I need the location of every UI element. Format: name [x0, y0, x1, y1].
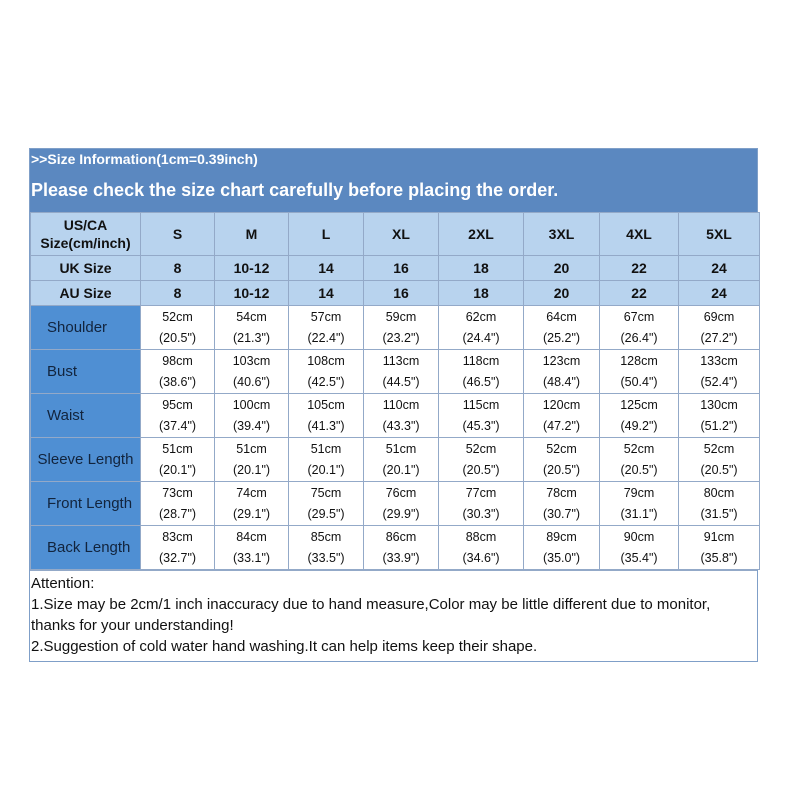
measurement-label: Bust	[31, 350, 141, 394]
measurement-cell	[679, 306, 760, 350]
measurement-row	[31, 482, 760, 526]
attention-heading: Attention:	[31, 575, 95, 592]
cm-value: 77cm	[465, 485, 497, 500]
measurement-cell	[524, 526, 600, 570]
measurement-cell	[439, 438, 524, 482]
cm-value: 89cm	[546, 529, 577, 544]
measurement-cell	[289, 394, 364, 438]
cm-value: 76cm	[385, 485, 417, 500]
cm-value: 86cm	[385, 529, 417, 544]
measurement-cell	[439, 526, 524, 570]
cm-value: 52cm	[162, 309, 193, 324]
measurement-cell	[215, 438, 289, 482]
inch-value: (49.2")	[620, 418, 658, 433]
size-header-cell: L	[289, 213, 364, 256]
measurement-cell	[141, 394, 215, 438]
inch-value: (33.1")	[232, 550, 271, 565]
cm-value: 59cm	[385, 309, 417, 324]
inch-value: (20.1")	[382, 462, 420, 477]
inch-value: (22.4")	[307, 330, 345, 345]
uk-size-cell: 24	[679, 256, 760, 281]
measurement-cell	[289, 482, 364, 526]
inch-value: (34.6")	[462, 550, 500, 565]
us-ca-label: US/CA	[63, 217, 108, 233]
au-size-cell: 20	[524, 281, 600, 306]
inch-value: (43.3")	[382, 418, 420, 433]
uk-size-cell: 10-12	[215, 256, 289, 281]
inch-value: (44.5")	[382, 374, 420, 389]
inch-value: (39.4")	[232, 418, 271, 433]
uk-size-cell: 14	[289, 256, 364, 281]
cm-value: 79cm	[623, 485, 655, 500]
inch-value: (35.4")	[620, 550, 658, 565]
size-header-cell: XL	[364, 213, 439, 256]
measurement-label: Waist	[31, 394, 141, 438]
measurement-cell	[679, 482, 760, 526]
inch-value: (29.1")	[232, 506, 271, 521]
measurement-cell	[524, 394, 600, 438]
size-check-notice: Please check the size chart carefully before placing the order.	[31, 180, 559, 200]
au-size-cell: 22	[600, 281, 679, 306]
measurement-row	[31, 350, 760, 394]
inch-value: (20.5")	[158, 330, 197, 345]
measurement-cell	[524, 306, 600, 350]
measurement-cell	[215, 482, 289, 526]
cm-value: 123cm	[542, 353, 581, 368]
inch-value: (41.3")	[307, 418, 345, 433]
cm-value: 88cm	[465, 529, 497, 544]
cm-value: 115cm	[462, 397, 500, 412]
measurement-cell	[141, 350, 215, 394]
measurement-cell	[524, 438, 600, 482]
cm-value: 74cm	[236, 485, 267, 500]
measurement-row	[31, 394, 760, 438]
cm-value: 98cm	[162, 353, 193, 368]
au-size-cell: 24	[679, 281, 760, 306]
inch-value: (25.2")	[542, 330, 581, 345]
measurement-cell	[215, 394, 289, 438]
measurement-cell	[289, 306, 364, 350]
measurement-cell	[141, 482, 215, 526]
inch-value: (21.3")	[232, 330, 271, 345]
measurement-cell	[141, 306, 215, 350]
measurement-cell	[679, 438, 760, 482]
cm-value: 118cm	[462, 353, 500, 368]
cm-value: 69cm	[703, 309, 735, 324]
au-size-label: AU Size	[31, 281, 141, 306]
inch-value: (30.3")	[462, 506, 500, 521]
measurement-cell	[524, 482, 600, 526]
au-size-row	[31, 281, 760, 306]
size-header-cell: S	[141, 213, 215, 256]
inch-value: (31.1")	[620, 506, 658, 521]
cm-value: 67cm	[623, 309, 655, 324]
cm-value: 108cm	[307, 353, 345, 368]
inch-value: (20.1")	[307, 462, 345, 477]
measurement-cell	[600, 350, 679, 394]
cm-value: 120cm	[542, 397, 581, 412]
cm-value: 57cm	[310, 309, 342, 324]
uk-size-cell: 16	[364, 256, 439, 281]
measurement-cell	[600, 482, 679, 526]
note-line-3: 2.Suggestion of cold water hand washing.It can help items keep their shape.	[31, 638, 538, 655]
cm-value: 125cm	[620, 397, 658, 412]
inch-value: (29.9")	[382, 506, 420, 521]
inch-value: (50.4")	[620, 374, 658, 389]
inch-value: (20.5")	[462, 462, 500, 477]
inch-value: (28.7")	[158, 506, 197, 521]
inch-value: (45.3")	[462, 418, 500, 433]
inch-value: (32.7")	[158, 550, 197, 565]
inch-value: (38.6")	[158, 374, 197, 389]
cm-value: 51cm	[162, 441, 193, 456]
measurement-cell	[600, 306, 679, 350]
size-unit-label: Size(cm/inch)	[40, 235, 131, 251]
size-header-cell: M	[215, 213, 289, 256]
inch-value: (52.4")	[700, 374, 738, 389]
uk-size-row	[31, 256, 760, 281]
size-header-cell: 5XL	[679, 213, 760, 256]
measurement-cell	[600, 526, 679, 570]
cm-value: 52cm	[703, 441, 735, 456]
uk-size-cell: 18	[439, 256, 524, 281]
cm-value: 64cm	[546, 309, 577, 324]
attention-notes	[30, 570, 757, 661]
inch-value: (35.0")	[542, 550, 581, 565]
inch-value: (26.4")	[620, 330, 658, 345]
measurement-label: Sleeve Length	[31, 438, 141, 482]
cm-value: 133cm	[700, 353, 738, 368]
cm-value: 51cm	[385, 441, 417, 456]
measurement-cell	[289, 526, 364, 570]
size-header-cell: 2XL	[439, 213, 524, 256]
size-chart	[29, 148, 758, 662]
cm-value: 128cm	[620, 353, 658, 368]
cm-value: 52cm	[546, 441, 577, 456]
cm-value: 78cm	[546, 485, 577, 500]
measurement-cell	[439, 482, 524, 526]
inch-value: (23.2")	[382, 330, 420, 345]
cm-value: 62cm	[465, 309, 497, 324]
measurement-cell	[439, 306, 524, 350]
measurement-cell	[364, 526, 439, 570]
inch-value: (29.5")	[307, 506, 345, 521]
cm-value: 91cm	[703, 529, 735, 544]
cm-value: 103cm	[232, 353, 271, 368]
cm-value: 51cm	[236, 441, 267, 456]
measurement-cell	[439, 394, 524, 438]
measurement-cell	[364, 350, 439, 394]
cm-value: 51cm	[310, 441, 342, 456]
measurement-row	[31, 526, 760, 570]
inch-value: (20.1")	[232, 462, 271, 477]
inch-value: (20.5")	[620, 462, 658, 477]
cm-value: 130cm	[700, 397, 738, 412]
cm-value: 83cm	[162, 529, 193, 544]
inch-value: (47.2")	[542, 418, 581, 433]
inch-value: (20.5")	[542, 462, 581, 477]
measurement-cell	[679, 394, 760, 438]
measurement-cell	[215, 526, 289, 570]
cm-value: 75cm	[310, 485, 342, 500]
au-size-cell: 16	[364, 281, 439, 306]
measurement-cell	[289, 350, 364, 394]
cm-value: 105cm	[307, 397, 345, 412]
measurement-cell	[141, 438, 215, 482]
cm-value: 90cm	[623, 529, 655, 544]
uk-size-label: UK Size	[31, 256, 141, 281]
inch-value: (51.2")	[700, 418, 738, 433]
inch-value: (46.5")	[462, 374, 500, 389]
measurement-label: Shoulder	[31, 306, 141, 350]
inch-value: (24.4")	[462, 330, 500, 345]
measurement-cell	[364, 482, 439, 526]
uk-size-cell: 22	[600, 256, 679, 281]
measurement-cell	[364, 306, 439, 350]
inch-value: (42.5")	[307, 374, 345, 389]
cm-value: 54cm	[236, 309, 267, 324]
au-size-cell: 18	[439, 281, 524, 306]
us-ca-header-cell	[31, 213, 141, 256]
inch-value: (27.2")	[700, 330, 738, 345]
size-header-cell: 3XL	[524, 213, 600, 256]
inch-value: (20.1")	[158, 462, 197, 477]
inch-value: (37.4")	[158, 418, 197, 433]
inch-value: (20.5")	[700, 462, 738, 477]
inch-value: (31.5")	[700, 506, 738, 521]
inch-value: (48.4")	[542, 374, 581, 389]
cm-value: 80cm	[703, 485, 735, 500]
measurement-cell	[679, 526, 760, 570]
inch-value: (35.8")	[700, 550, 738, 565]
measurement-cell	[524, 350, 600, 394]
cm-value: 52cm	[465, 441, 497, 456]
au-size-cell: 8	[141, 281, 215, 306]
measurement-cell	[141, 526, 215, 570]
chart-banner	[30, 149, 757, 212]
us-size-row	[31, 213, 760, 256]
size-table	[30, 212, 760, 570]
cm-value: 95cm	[162, 397, 193, 412]
au-size-cell: 10-12	[215, 281, 289, 306]
measurement-cell	[679, 350, 760, 394]
note-line-1: 1.Size may be 2cm/1 inch inaccuracy due to hand measure,Color may be little different due to monitor,	[31, 596, 711, 613]
size-info-title: >>Size Information(1cm=0.39inch)	[31, 151, 258, 167]
inch-value: (30.7")	[542, 506, 581, 521]
cm-value: 84cm	[236, 529, 267, 544]
cm-value: 73cm	[162, 485, 193, 500]
uk-size-cell: 20	[524, 256, 600, 281]
cm-value: 85cm	[310, 529, 342, 544]
inch-value: (33.9")	[382, 550, 420, 565]
cm-value: 52cm	[623, 441, 655, 456]
measurement-cell	[364, 438, 439, 482]
uk-size-cell: 8	[141, 256, 215, 281]
measurement-cell	[215, 350, 289, 394]
size-header-cell: 4XL	[600, 213, 679, 256]
inch-value: (40.6")	[232, 374, 271, 389]
measurement-cell	[215, 306, 289, 350]
measurement-cell	[364, 394, 439, 438]
measurement-cell	[439, 350, 524, 394]
measurement-label: Back Length	[31, 526, 141, 570]
cm-value: 110cm	[382, 397, 420, 412]
measurement-row	[31, 306, 760, 350]
measurement-label: Front Length	[31, 482, 141, 526]
measurement-cell	[600, 438, 679, 482]
cm-value: 100cm	[232, 397, 271, 412]
cm-value: 113cm	[382, 353, 420, 368]
measurement-cell	[289, 438, 364, 482]
au-size-cell: 14	[289, 281, 364, 306]
measurement-cell	[600, 394, 679, 438]
measurement-row	[31, 438, 760, 482]
inch-value: (33.5")	[307, 550, 345, 565]
note-line-2: thanks for your understanding!	[31, 617, 234, 634]
